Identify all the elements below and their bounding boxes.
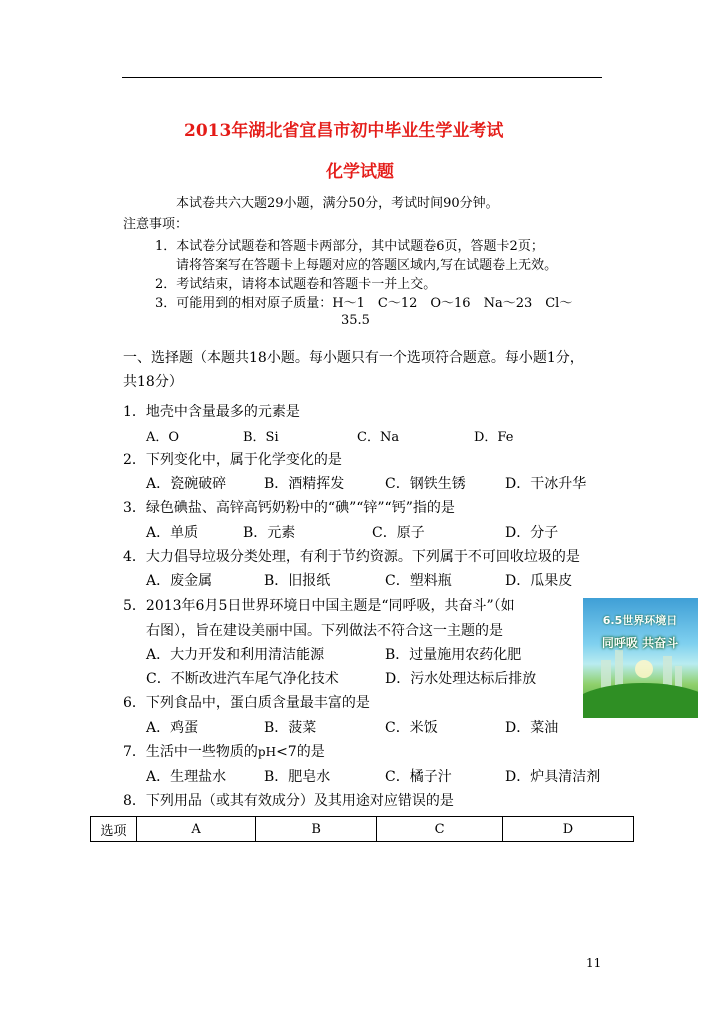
q3-option-b: B．元素 bbox=[243, 525, 296, 541]
table-header-cell: B bbox=[256, 817, 377, 842]
note-3: 3．可能用到的相对原子质量：H～1 C～12 O～16 Na～23 Cl～ bbox=[155, 296, 573, 311]
q3-option-c: C．原子 bbox=[372, 525, 425, 541]
q3-option-d: D．分子 bbox=[505, 525, 559, 541]
q7-stem-post: <7的是 bbox=[276, 744, 325, 760]
q7-stem-ph: pH bbox=[257, 745, 277, 759]
table-header-cell: A bbox=[137, 817, 256, 842]
q7-option-b: B．肥皂水 bbox=[264, 769, 331, 785]
header-rule bbox=[122, 77, 602, 78]
note-1b: 请将答案写在答题卡上每题对应的答题区域内,写在试题卷上无效。 bbox=[176, 258, 558, 273]
q5-option-d: D．污水处理达标后排放 bbox=[385, 671, 537, 687]
environment-day-poster bbox=[583, 598, 698, 718]
q6-option-c: C．米饭 bbox=[385, 720, 438, 736]
q8-options-table bbox=[90, 816, 634, 842]
table-header-cell: 选项 bbox=[91, 817, 137, 842]
q6-stem: 6．下列食品中，蛋白质含量最丰富的是 bbox=[123, 695, 370, 711]
q4-option-d: D．瓜果皮 bbox=[505, 573, 573, 589]
note-1a: 1．本试卷分试题卷和答题卡两部分，其中试题卷6页，答题卡2页； bbox=[155, 239, 544, 254]
q2-option-a: A．瓷碗破碎 bbox=[146, 476, 227, 492]
q7-option-d: D．炉具清洁剂 bbox=[505, 769, 601, 785]
q5-stem-cont: 右图），旨在建设美丽中国。下列做法不符合这一主题的是 bbox=[146, 623, 503, 639]
q5-stem: 5．2013年6月5日世界环境日中国主题是“同呼吸，共奋斗”（如 bbox=[123, 598, 515, 614]
q1-option-c: C．Na bbox=[357, 430, 400, 445]
q4-stem: 4．大力倡导垃圾分类处理，有利于节约资源。下列属于不可回收垃圾的是 bbox=[123, 549, 580, 565]
q3-stem: 3．绿色碘盐、高锌高钙奶粉中的“碘”“锌”“钙”指的是 bbox=[123, 500, 455, 516]
table-row bbox=[91, 817, 634, 842]
poster-title: 6.5世界环境日 bbox=[602, 614, 678, 627]
q5-option-a: A．大力开发和利用清洁能源 bbox=[146, 647, 325, 663]
q6-option-d: D．菜油 bbox=[505, 720, 559, 736]
q4-option-a: A．废金属 bbox=[146, 573, 213, 589]
q6-option-b: B．菠菜 bbox=[264, 720, 317, 736]
note-3b: 35.5 bbox=[341, 313, 370, 328]
q3-option-a: A．单质 bbox=[146, 525, 199, 541]
q7-option-c: C．橘子汁 bbox=[385, 769, 452, 785]
q7-option-a: A．生理盐水 bbox=[146, 769, 227, 785]
table-header-cell: C bbox=[377, 817, 503, 842]
q8-stem: 8．下列用品（或其有效成分）及其用途对应错误的是 bbox=[123, 793, 454, 809]
q5-option-b: B．过量施用农药化肥 bbox=[385, 647, 522, 663]
table-header-cell: D bbox=[502, 817, 633, 842]
q2-option-c: C．钢铁生锈 bbox=[385, 476, 466, 492]
q2-stem: 2．下列变化中，属于化学变化的是 bbox=[123, 452, 342, 468]
q4-option-c: C．塑料瓶 bbox=[385, 573, 452, 589]
q1-option-b: B．Si bbox=[243, 430, 279, 445]
page-number: 11 bbox=[586, 956, 602, 970]
green-hill-shape bbox=[583, 683, 698, 718]
q5-option-c: C．不断改进汽车尾气净化技术 bbox=[146, 671, 339, 687]
note-2: 2．考试结束，请将本试题卷和答题卡一并上交。 bbox=[155, 277, 437, 292]
q4-option-b: B．旧报纸 bbox=[264, 573, 331, 589]
sun-shape bbox=[635, 660, 653, 678]
section-1-heading: 一、选择题（本题共18小题。每小题只有一个选项符合题意。每小题1分， bbox=[123, 350, 584, 366]
section-1-heading-cont: 共18分） bbox=[123, 374, 183, 390]
q6-option-a: A．鸡蛋 bbox=[146, 720, 199, 736]
poster-slogan: 同呼吸 共奋斗 bbox=[601, 636, 679, 650]
q1-option-d: D．Fe bbox=[474, 430, 514, 445]
exam-title: 2013年湖北省宜昌市初中毕业生学业考试 bbox=[184, 121, 504, 141]
q1-option-a: A．O bbox=[146, 430, 180, 445]
q2-option-d: D．干冰升华 bbox=[505, 476, 587, 492]
q7-stem-pre: 7．生活中一些物质的 bbox=[123, 744, 258, 760]
q1-stem: 1．地壳中含量最多的元素是 bbox=[123, 404, 300, 420]
notes-heading: 注意事项： bbox=[123, 217, 189, 232]
intro-text: 本试卷共六大题29小题，满分50分，考试时间90分钟。 bbox=[176, 196, 499, 211]
q7-stem bbox=[123, 741, 325, 761]
exam-subtitle: 化学试题 bbox=[326, 162, 394, 182]
q2-option-b: B．酒精挥发 bbox=[264, 476, 345, 492]
